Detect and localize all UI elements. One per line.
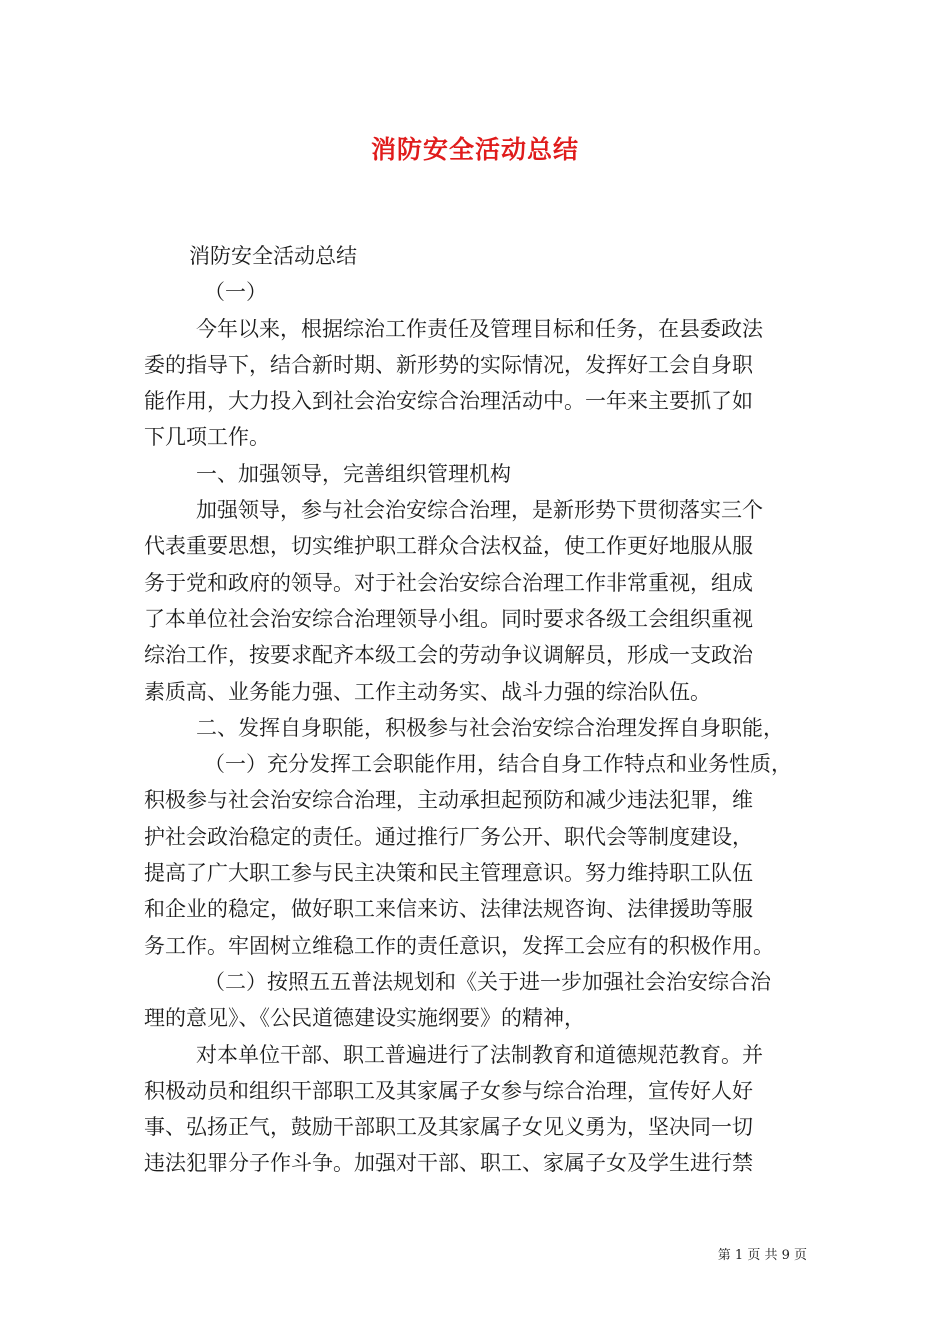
paragraph-line: 务于党和政府的领导。对于社会治安综合治理工作非常重视，组成 — [144, 570, 753, 595]
section-heading: 一、加强领导，完善组织管理机构 — [196, 461, 511, 486]
paragraph-line: （二）按照五五普法规划和《关于进一步加强社会治安综合治 — [204, 969, 771, 994]
document-body — [144, 238, 806, 1182]
doc-subtitle: 消防安全活动总结 — [189, 244, 357, 268]
page-title: 消防安全活动总结 — [370, 135, 579, 164]
paragraph-line: 护社会政治稳定的责任。通过推行厂务公开、职代会等制度建设， — [144, 824, 753, 849]
section-heading: 二、发挥自身职能，积极参与社会治安综合治理发挥自身职能， — [196, 715, 784, 740]
paragraph-line: 素质高、业务能力强、工作主动务实、战斗力强的综治队伍。 — [144, 679, 711, 704]
paragraph-line: 代表重要思想，切实维护职工群众合法权益，使工作更好地服从服 — [144, 534, 753, 559]
section-marker: （一） — [204, 280, 267, 305]
paragraph-line: （一）充分发挥工会职能作用，结合自身工作特点和业务性质， — [204, 752, 792, 777]
paragraph-line: 加强领导，参与社会治安综合治理，是新形势下贯彻落实三个 — [196, 498, 763, 523]
paragraph-line: 能作用，大力投入到社会治安综合治理活动中。一年来主要抓了如 — [144, 389, 753, 414]
paragraph-line: 理的意见》、《公民道德建设实施纲要》的精神， — [144, 1006, 585, 1031]
paragraph-line: 下几项工作。 — [144, 425, 270, 450]
paragraph-line: 对本单位干部、职工普遍进行了法制教育和道德规范教育。并 — [196, 1042, 763, 1067]
paragraph-line: 了本单位社会治安综合治理领导小组。同时要求各级工会组织重视 — [144, 606, 753, 631]
paragraph-line: 事、弘扬正气，鼓励干部职工及其家属子女见义勇为，坚决同一切 — [144, 1115, 753, 1140]
paragraph-line: 积极参与社会治安综合治理，主动承担起预防和减少违法犯罪，维 — [144, 788, 753, 813]
paragraph-line: 违法犯罪分子作斗争。加强对干部、职工、家属子女及学生进行禁 — [144, 1151, 753, 1176]
paragraph-line: 今年以来，根据综治工作责任及管理目标和任务，在县委政法 — [196, 316, 763, 341]
paragraph-line: 委的指导下，结合新时期、新形势的实际情况，发挥好工会自身职 — [144, 352, 753, 377]
paragraph-line: 综治工作，按要求配齐本级工会的劳动争议调解员，形成一支政治 — [144, 643, 753, 668]
paragraph-line: 积极动员和组织干部职工及其家属子女参与综合治理，宣传好人好 — [144, 1078, 753, 1103]
paragraph-line: 务工作。牢固树立维稳工作的责任意识，发挥工会应有的积极作用。 — [144, 933, 774, 958]
paragraph-line: 提高了广大职工参与民主决策和民主管理意识。努力维持职工队伍 — [144, 861, 753, 886]
page-number: 第 1 页 共 9 页 — [717, 1248, 807, 1263]
paragraph-line: 和企业的稳定，做好职工来信来访、法律法规咨询、法律援助等服 — [144, 897, 753, 922]
